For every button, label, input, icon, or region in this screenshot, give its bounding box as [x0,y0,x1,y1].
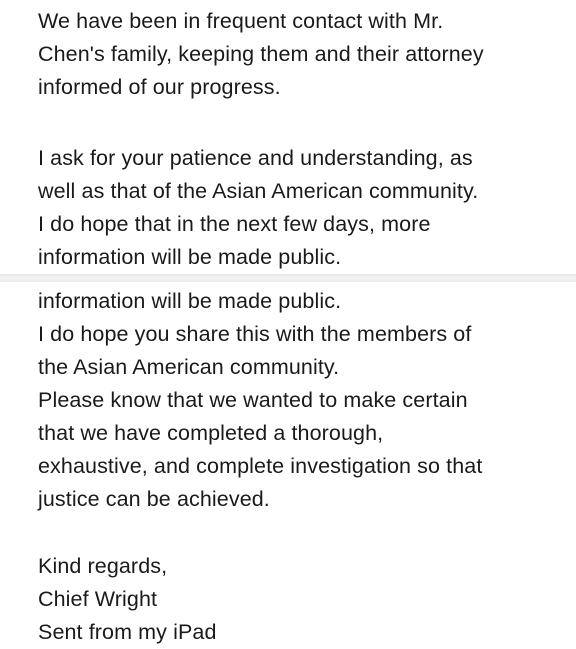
email-signature: Kind regards, Chief Wright Sent from my iPad [38,554,217,644]
screenshot-seam-divider [0,274,576,282]
email-paragraph-patience: I ask for your patience and understanding, as well as that of the Asian American community. I do hope that in the next few days, more information will be made public. [38,146,479,269]
email-paragraph-share: information will be made public. I do hope you share this with the members of the Asian American community. Please know that we wanted to make certain that we have completed a thorough, exhaustive, and complete investigation so that justice can be achieved. [38,289,483,511]
email-paragraph-contact: We have been in frequent contact with Mr. Chen's family, keeping them and their attorney informed of our progress. [38,9,484,99]
